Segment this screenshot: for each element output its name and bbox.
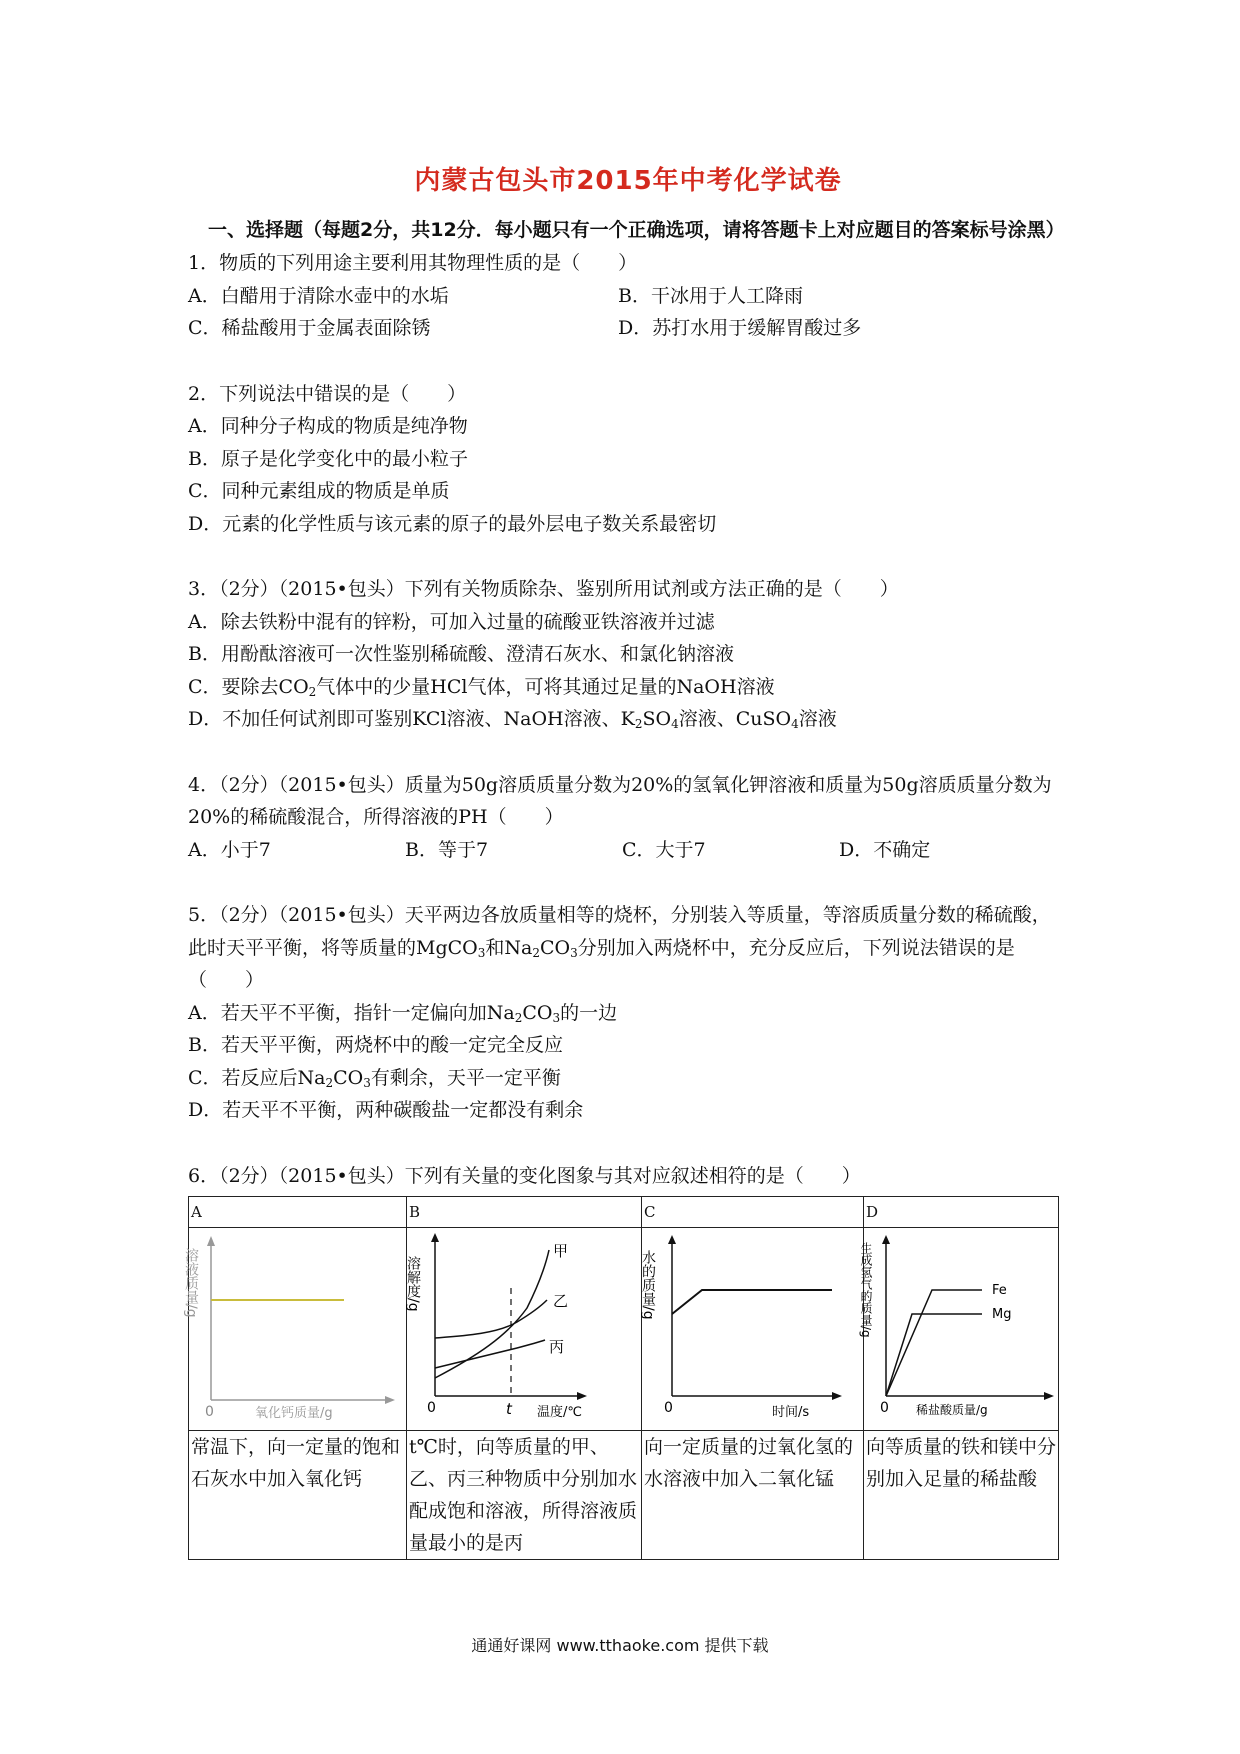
series-label-mg: Mg: [992, 1307, 1012, 1322]
option-text-a: 常温下，向一定量的饱和石灰水中加入氧化钙: [189, 1431, 407, 1560]
water-mass-line: [672, 1290, 832, 1314]
option-c: C．若反应后$Na_2CO_3$有剩余，天平一定平衡: [188, 1066, 561, 1090]
series-label-fe: Fe: [992, 1283, 1007, 1298]
option-b: B．用酚酞溶液可一次性鉴别稀硫酸、澄清石灰水、和氯化钠溶液: [188, 643, 734, 665]
origin-label: 0: [880, 1400, 889, 1416]
graph-a-cell: [183, 1228, 407, 1431]
option-label-b: B: [407, 1197, 642, 1228]
x-axis-label: 氧化钙质量/g: [255, 1406, 333, 1421]
option-d: D．若天平不平衡，两种碳酸盐一定都没有剩余: [188, 1099, 584, 1121]
question-1: [188, 247, 1068, 345]
y-axis-label: 生成氢气的质量/g: [859, 1242, 873, 1338]
options-table: [183, 1196, 1059, 1560]
y-axis-label: 溶解度/g: [405, 1256, 421, 1312]
series-label-jia: 甲: [553, 1242, 569, 1260]
question-3: [188, 573, 1068, 736]
question-stem: 2．下列说法中错误的是（ ）: [188, 382, 467, 405]
option-a: A．除去铁粉中混有的锌粉，可加入过量的硫酸亚铁溶液并过滤: [188, 610, 715, 633]
x-axis-arrow: [832, 1392, 842, 1400]
option-label-d: D: [864, 1197, 1059, 1228]
option-label-c: C: [642, 1197, 864, 1228]
question-4: [188, 769, 1068, 867]
option-text-b: t℃时，向等质量的甲、乙、丙三种物质中分别加水配成饱和溶液，所得溶液质量最小的是丙: [407, 1431, 642, 1560]
option-b: B．等于7: [405, 838, 489, 861]
question-stem: 4．（2分）（2015•包头）质量为50g溶质质量分数为20%的氢氧化钾溶液和质量为50g溶质质量分数为20%的稀硫酸混合，所得溶液的PH（ ）: [188, 773, 1052, 828]
graph-b: [407, 1228, 641, 1420]
graph-c: [642, 1228, 863, 1420]
y-axis-arrow: [882, 1235, 890, 1244]
origin-label: 0: [205, 1404, 214, 1420]
series-label-bing: 丙: [549, 1338, 565, 1356]
option-label-a: A: [189, 1197, 407, 1228]
curve-jia: [435, 1250, 549, 1378]
graph-d: [859, 1228, 1058, 1420]
fe-line: [886, 1290, 982, 1396]
question-stem: 3．（2分）（2015•包头）下列有关物质除杂、鉴别所用试剂或方法正确的是（ ）: [188, 578, 899, 600]
option-b: B．干冰用于人工降雨: [618, 284, 803, 307]
option-a: A．白醋用于清除水壶中的水垢: [188, 284, 449, 307]
y-axis-label: 水的质量/g: [640, 1250, 656, 1320]
question-stem: 1．物质的下列用途主要利用其物理性质的是（ ）: [188, 252, 638, 274]
graph-d-cell: [859, 1228, 1059, 1431]
y-axis-arrow: [207, 1236, 215, 1246]
question-2: [188, 378, 1068, 541]
option-c: C．稀盐酸用于金属表面除锈: [188, 317, 431, 339]
x-axis-label: 时间/s: [772, 1405, 810, 1420]
origin-label: 0: [664, 1400, 673, 1416]
option-d: D．不加任何试剂即可鉴别KCl溶液、NaOH溶液、$K_2SO_4$溶液、CuSO$_4$溶液: [188, 708, 837, 731]
section-heading: 一、选择题（每题2分，共12分．每小题只有一个正确选项，请将答题卡上对应题目的答案标号涂黑）: [208, 219, 1065, 241]
graph-b-cell: [407, 1228, 642, 1431]
option-b: B．若天平平衡，两烧杯中的酸一定完全反应: [188, 1034, 563, 1056]
graph-c-cell: [642, 1228, 864, 1431]
option-b: B．原子是化学变化中的最小粒子: [188, 447, 468, 470]
y-axis-label: 溶液质量/g: [183, 1248, 199, 1318]
option-text-d: 向等质量的铁和镁中分别加入足量的稀盐酸: [864, 1431, 1059, 1560]
x-axis-arrow: [577, 1392, 587, 1400]
option-a: A．小于7: [188, 838, 271, 861]
y-axis-arrow: [431, 1233, 439, 1242]
option-d: D．元素的化学性质与该元素的原子的最外层电子数关系最密切: [188, 512, 717, 535]
mg-line: [886, 1314, 982, 1396]
origin-label: 0: [427, 1400, 436, 1416]
option-c: C．大于7: [622, 838, 706, 861]
page-footer: 通通好课网 www.tthaoke.com 提供下载: [471, 1636, 769, 1655]
option-c: C．要除去$CO_2$气体中的少量HCl气体，可将其通过足量的NaOH溶液: [188, 675, 775, 699]
question-5: [188, 899, 1068, 1127]
series-label-yi: 乙: [553, 1292, 569, 1310]
y-axis-arrow: [668, 1235, 676, 1244]
question-stem: 5．（2分）（2015•包头）天平两边各放质量相等的烧杯，分别装入等质量，等溶质质量分数的稀硫酸，此时天平平衡，将等质量的MgCO$_3$和$Na_2CO_3$分别加入两烧杯中，充分反应后，下列说法错误的是（ ）: [188, 904, 1051, 991]
option-d: D．苏打水用于缓解胃酸过多: [618, 317, 862, 339]
curve-yi: [435, 1300, 547, 1338]
x-axis-label: 温度/℃: [537, 1405, 582, 1420]
option-a: A．若天平不平衡，指针一定偏向加$Na_2CO_3$的一边: [188, 1001, 618, 1025]
question-6: [183, 1160, 1068, 1561]
exam-page: [183, 160, 1068, 1560]
option-d: D．不确定: [839, 838, 931, 861]
question-stem: 6．（2分）（2015•包头）下列有关量的变化图象与其对应叙述相符的是（ ）: [188, 1164, 861, 1187]
graph-a: [183, 1228, 406, 1421]
option-c: C．同种元素组成的物质是单质: [188, 480, 450, 502]
x-axis-arrow: [385, 1396, 395, 1404]
option-text-c: 向一定质量的过氧化氢的水溶液中加入二氧化锰: [642, 1431, 864, 1560]
x-axis-arrow: [1044, 1392, 1054, 1400]
option-a: A．同种分子构成的物质是纯净物: [188, 415, 468, 437]
t-label: t: [506, 1400, 512, 1418]
x-axis-label: 稀盐酸质量/g: [916, 1403, 988, 1417]
page-title: 内蒙古包头市2015年中考化学试卷: [414, 166, 842, 196]
